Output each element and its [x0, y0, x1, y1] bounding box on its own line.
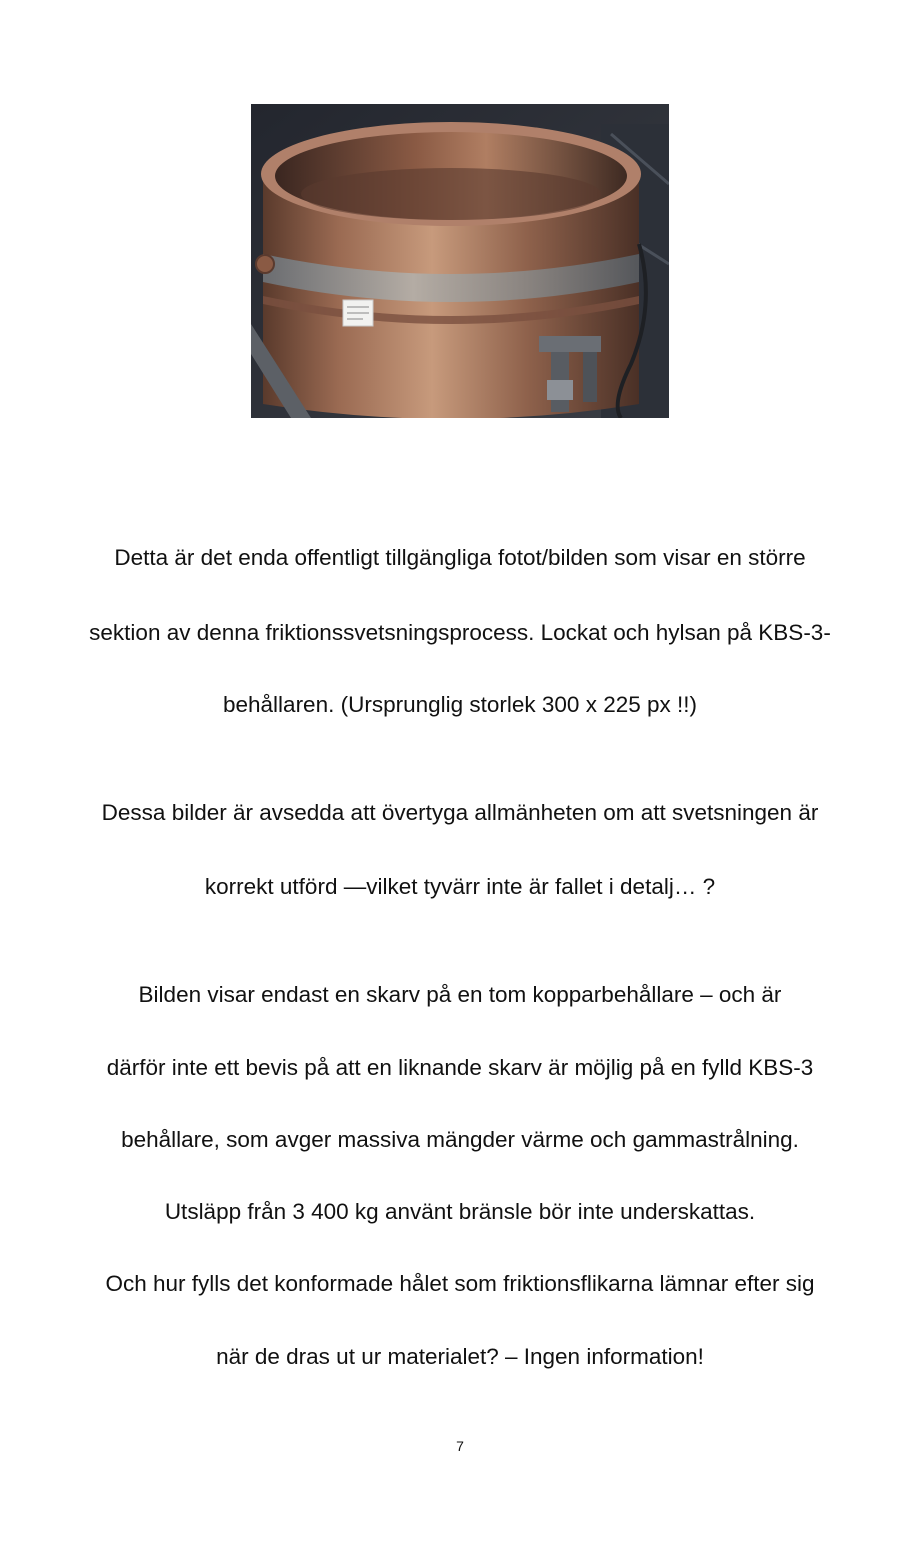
text-line: behållare, som avger massiva mängder värme och gammastrålning.: [121, 1127, 799, 1152]
text-line: Utsläpp från 3 400 kg använt bränsle bör inte underskattas.: [164, 1199, 756, 1224]
text-line: behållaren. (Ursprunglig storlek 300 x 225 px !!): [223, 692, 697, 717]
text-line: Bilden visar endast en skarv på en tom kopparbehållare – och är: [138, 982, 782, 1007]
page-number: 7: [456, 1438, 464, 1454]
text-line: när de dras ut ur materialet? – Ingen information!: [216, 1344, 704, 1369]
text-line: därför inte ett bevis på att en liknande skarv är möjlig på en fylld KBS-3: [106, 1055, 814, 1080]
copper-canister-illustration: [251, 104, 669, 418]
text-line: sektion av denna friktionssvetsningsprocess. Lockat och hylsan på KBS-3-: [89, 620, 831, 645]
copper-canister-photo: [251, 104, 669, 418]
text-line: korrekt utförd —vilket tyvärr inte är fallet i detalj… ?: [204, 874, 716, 899]
text-line: Och hur fylls det konformade hålet som friktionsflikarna lämnar efter sig: [105, 1271, 815, 1296]
text-line: Dessa bilder är avsedda att övertyga allmänheten om att svetsningen är: [101, 800, 819, 825]
text-line: Detta är det enda offentligt tillgängliga fotot/bilden som visar en större: [114, 545, 806, 570]
